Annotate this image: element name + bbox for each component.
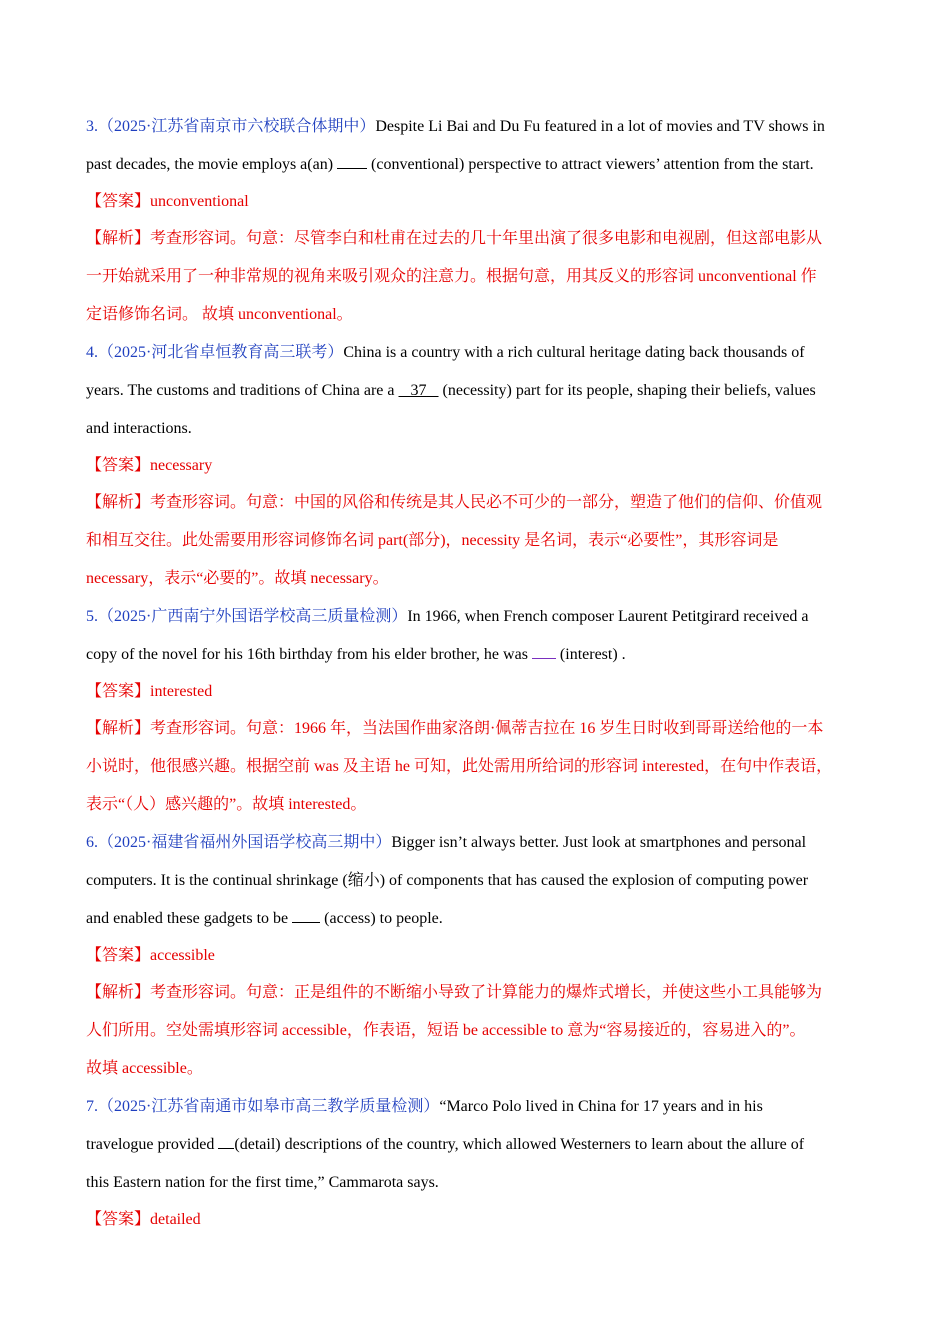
analysis-text: 考查形容词。句意：1966 年，当法国作曲家洛朗·佩蒂吉拉在 16 岁生日时收到哥哥送给他的一本 bbox=[150, 720, 824, 737]
answer-line bbox=[86, 938, 876, 974]
question-line bbox=[86, 410, 876, 448]
analysis-label: 【解析】 bbox=[86, 494, 151, 511]
analysis-line bbox=[86, 786, 876, 824]
question-line bbox=[86, 146, 876, 184]
answer-line bbox=[86, 674, 876, 710]
analysis-text: 考查形容词。句意：尽管李白和杜甫在过去的几十年里出演了很多电影和电视剧，但这部电影从 bbox=[150, 230, 823, 247]
question-5 bbox=[86, 598, 876, 824]
question-text: China is a country with a rich cultural heritage dating back thousands of bbox=[343, 344, 805, 361]
question-text: “Marco Polo lived in China for 17 years and in his bbox=[439, 1098, 763, 1115]
answer-blank bbox=[337, 156, 367, 169]
question-line bbox=[86, 900, 876, 938]
question-line bbox=[86, 1126, 876, 1164]
analysis-text: 人们所用。空处需填形容词 accessible，作表语，短语 be accessible to 意为“容易接近的，容易进入的”。 bbox=[86, 1022, 806, 1039]
analysis-label: 【解析】 bbox=[86, 720, 151, 737]
answer-label: 【答案】 bbox=[86, 1211, 151, 1228]
question-line bbox=[86, 108, 876, 146]
question-text: (necessity) part for its people, shaping their beliefs, values bbox=[442, 382, 816, 399]
question-7 bbox=[86, 1088, 876, 1238]
analysis-text: necessary，表示“必要的”。故填 necessary。 bbox=[86, 570, 389, 587]
analysis-line bbox=[86, 710, 876, 748]
question-line bbox=[86, 372, 876, 410]
analysis-text: 考查形容词。句意：正是组件的不断缩小导致了计算能力的爆炸式增长，并使这些小工具能够为 bbox=[150, 984, 823, 1001]
question-text: (detail) descriptions of the country, which allowed Westerners to learn about the allure of bbox=[234, 1136, 805, 1153]
answer-label: 【答案】 bbox=[86, 457, 151, 474]
answer-text: necessary bbox=[150, 457, 213, 474]
question-3 bbox=[86, 108, 876, 334]
question-number: 6. bbox=[86, 834, 98, 851]
analysis-line bbox=[86, 560, 876, 598]
analysis-line bbox=[86, 220, 876, 258]
blank-number-text: 37 bbox=[410, 382, 427, 399]
analysis-text: 定语修饰名词。 故填 unconventional。 bbox=[86, 306, 353, 323]
analysis-text: 故填 accessible。 bbox=[86, 1060, 203, 1077]
analysis-text: 考查形容词。句意：中国的风俗和传统是其人民必不可少的一部分，塑造了他们的信仰、价值观 bbox=[150, 494, 823, 511]
question-line bbox=[86, 636, 876, 674]
question-text: (access) to people. bbox=[324, 910, 443, 927]
question-text: (interest) . bbox=[559, 646, 626, 663]
question-line bbox=[86, 598, 876, 636]
question-source: （2025·江苏省南通市如皋市高三教学质量检测） bbox=[98, 1098, 440, 1115]
answer-line bbox=[86, 1202, 876, 1238]
analysis-line bbox=[86, 522, 876, 560]
question-text: Despite Li Bai and Du Fu featured in a lot of movies and TV shows in bbox=[375, 118, 825, 135]
analysis-text: 小说时，他很感兴趣。根据空前 was 及主语 he 可知，此处需用所给词的形容词 interested，在句中作表语， bbox=[86, 758, 833, 775]
answer-text: detailed bbox=[150, 1211, 201, 1228]
question-number: 4. bbox=[86, 344, 98, 361]
question-number: 7. bbox=[86, 1098, 98, 1115]
question-6 bbox=[86, 824, 876, 1088]
question-text: years. The customs and traditions of China are a bbox=[86, 382, 395, 399]
question-text: this Eastern nation for the first time,” Cammarota says. bbox=[86, 1174, 439, 1191]
question-line bbox=[86, 1088, 876, 1126]
answer-blank bbox=[532, 646, 556, 659]
analysis-label: 【解析】 bbox=[86, 230, 151, 247]
answer-blank bbox=[218, 1136, 234, 1149]
question-text: In 1966, when French composer Laurent Petitgirard received a bbox=[407, 608, 809, 625]
question-line bbox=[86, 824, 876, 862]
answer-label: 【答案】 bbox=[86, 683, 151, 700]
question-list bbox=[86, 108, 876, 1238]
question-text: Bigger isn’t always better. Just look at smartphones and personal bbox=[391, 834, 807, 851]
question-source: （2025·河北省卓恒教育高三联考） bbox=[98, 344, 344, 361]
analysis-line bbox=[86, 974, 876, 1012]
question-text: and interactions. bbox=[86, 420, 192, 437]
analysis-line bbox=[86, 748, 876, 786]
question-line bbox=[86, 862, 876, 900]
question-number: 3. bbox=[86, 118, 98, 135]
question-line bbox=[86, 1164, 876, 1202]
answer-line bbox=[86, 448, 876, 484]
blank-number bbox=[399, 382, 439, 399]
answer-text: interested bbox=[150, 683, 213, 700]
answer-line bbox=[86, 184, 876, 220]
question-text: travelogue provided bbox=[86, 1136, 215, 1153]
question-text: and enabled these gadgets to be bbox=[86, 910, 289, 927]
analysis-line bbox=[86, 484, 876, 522]
answer-label: 【答案】 bbox=[86, 193, 151, 210]
question-text: (conventional) perspective to attract viewers’ attention from the start. bbox=[371, 156, 814, 173]
question-text: past decades, the movie employs a(an) bbox=[86, 156, 334, 173]
question-4 bbox=[86, 334, 876, 598]
analysis-text: 表示“（人）感兴趣的”。故填 interested。 bbox=[86, 796, 367, 813]
analysis-text: 和相互交往。此处需要用形容词修饰名词 part(部分)，necessity 是名词，表示“必要性”，其形容词是 bbox=[86, 532, 779, 549]
question-text: copy of the novel for his 16th birthday from his elder brother, he was bbox=[86, 646, 528, 663]
question-line bbox=[86, 334, 876, 372]
analysis-line bbox=[86, 258, 876, 296]
analysis-text: 一开始就采用了一种非常规的视角来吸引观众的注意力。根据句意，用其反义的形容词 unconventional 作 bbox=[86, 268, 817, 285]
question-source: （2025·江苏省南京市六校联合体期中） bbox=[98, 118, 376, 135]
answer-blank bbox=[292, 910, 320, 923]
answer-text: unconventional bbox=[150, 193, 249, 210]
question-source: （2025·广西南宁外国语学校高三质量检测） bbox=[98, 608, 408, 625]
answer-text: accessible bbox=[150, 947, 215, 964]
question-number: 5. bbox=[86, 608, 98, 625]
analysis-line bbox=[86, 1050, 876, 1088]
analysis-label: 【解析】 bbox=[86, 984, 151, 1001]
analysis-line bbox=[86, 296, 876, 334]
answer-label: 【答案】 bbox=[86, 947, 151, 964]
analysis-line bbox=[86, 1012, 876, 1050]
question-text: computers. It is the continual shrinkage (缩小) of components that has caused the explosion of computing power bbox=[86, 872, 809, 889]
question-source: （2025·福建省福州外国语学校高三期中） bbox=[98, 834, 392, 851]
